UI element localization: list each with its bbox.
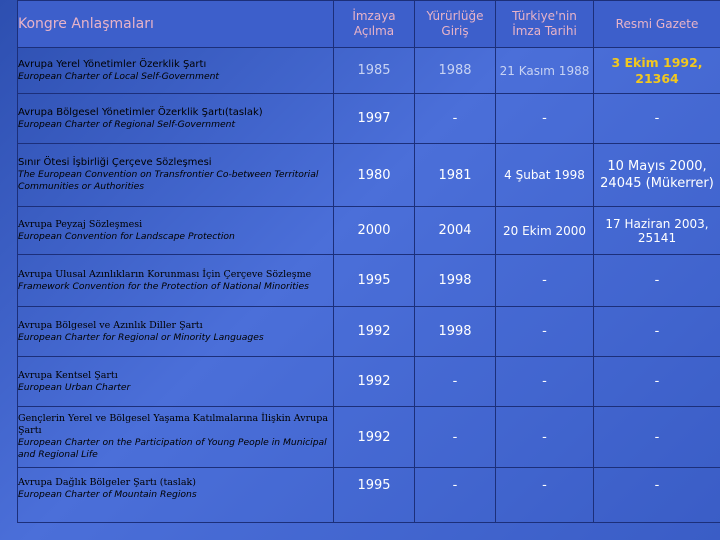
header-official-gazette: Resmi Gazete	[594, 1, 720, 48]
treaty-name-cell	[18, 48, 334, 94]
turkey-signing-date: -	[496, 255, 594, 307]
turkey-signing-date: 20 Ekim 2000	[496, 207, 594, 255]
official-gazette: -	[594, 94, 720, 144]
signing-year: 1997	[334, 94, 415, 144]
treaty-name-tr: Avrupa Ulusal Azınlıkların Korunması İçin Çerçeve Sözleşme	[18, 268, 312, 280]
signing-year: 1992	[334, 357, 415, 407]
turkey-signing-date: 21 Kasım 1988	[496, 48, 594, 94]
official-gazette: -	[594, 468, 720, 523]
turkey-signing-date: -	[496, 357, 594, 407]
treaty-name-tr: Avrupa Dağlık Bölgeler Şartı (taslak)	[18, 477, 196, 488]
official-gazette: -	[594, 407, 720, 468]
table-row	[18, 307, 720, 357]
signing-year: 1995	[334, 255, 415, 307]
header-row	[18, 1, 720, 48]
table-row	[18, 94, 720, 144]
treaty-name-cell	[18, 94, 334, 144]
entry-year: 1998	[415, 307, 496, 357]
entry-year: -	[415, 468, 496, 523]
entry-year: -	[415, 407, 496, 468]
treaty-name-tr: Avrupa Yerel Yönetimler Özerklik Şartı	[18, 58, 207, 70]
table-row	[18, 207, 720, 255]
treaty-name-cell	[18, 307, 334, 357]
turkey-signing-date: -	[496, 94, 594, 144]
treaty-name-tr: Sınır Ötesi İşbirliği Çerçeve Sözleşmesi	[18, 157, 212, 168]
header-treaty-name: Kongre Anlaşmaları	[18, 1, 334, 48]
turkey-signing-date: -	[496, 468, 594, 523]
signing-year: 1995	[334, 468, 415, 523]
table-row	[18, 255, 720, 307]
treaty-name-en: European Charter on the Participation of Young People in Municipal and Regional Life	[18, 437, 327, 460]
treaty-name-cell	[18, 407, 334, 468]
official-gazette: -	[594, 255, 720, 307]
signing-year: 1992	[334, 407, 415, 468]
turkey-signing-date: 4 Şubat 1998	[496, 144, 594, 207]
official-gazette: -	[594, 357, 720, 407]
treaty-name-cell	[18, 357, 334, 407]
entry-year: -	[415, 357, 496, 407]
treaty-name-tr: Avrupa Bölgesel ve Azınlık Diller Şartı	[18, 319, 203, 331]
treaty-name-en: European Charter of Local Self-Government	[18, 70, 220, 82]
official-gazette: 3 Ekim 1992, 21364	[594, 48, 720, 94]
header-turkey-signing: Türkiye'nin İmza Tarihi	[496, 1, 594, 48]
table-row	[18, 144, 720, 207]
treaty-name-en: European Charter for Regional or Minority Languages	[18, 331, 264, 343]
entry-year: 1988	[415, 48, 496, 94]
table-row	[18, 48, 720, 94]
signing-year: 1980	[334, 144, 415, 207]
treaty-name-tr: Avrupa Kentsel Şartı	[18, 369, 118, 381]
treaty-name-en: European Urban Charter	[18, 381, 131, 393]
turkey-signing-date: -	[496, 407, 594, 468]
official-gazette: 17 Haziran 2003, 25141	[594, 207, 720, 255]
treaty-name-cell	[18, 255, 334, 307]
treaty-name-en: European Charter of Mountain Regions	[18, 489, 197, 500]
treaty-name-tr: Avrupa Peyzaj Sözleşmesi	[18, 218, 143, 230]
entry-year: 1981	[415, 144, 496, 207]
header-entry-into-force: Yürürlüğe Giriş	[415, 1, 496, 48]
treaty-name-cell	[18, 468, 334, 523]
entry-year: -	[415, 94, 496, 144]
table-row	[18, 357, 720, 407]
treaties-table	[17, 0, 720, 523]
treaty-name-en: The European Convention on Transfrontier Co-between Territorial Communities or Authorities	[18, 169, 319, 192]
treaty-name-tr: Gençlerin Yerel ve Bölgesel Yaşama Katılmalarına İlişkin Avrupa Şartı	[18, 413, 329, 436]
official-gazette: -	[594, 307, 720, 357]
entry-year: 2004	[415, 207, 496, 255]
treaty-name-cell	[18, 144, 334, 207]
treaty-name-en: Framework Convention for the Protection of National Minorities	[18, 280, 309, 292]
treaty-name-en: European Convention for Landscape Protection	[18, 230, 235, 242]
official-gazette: 10 Mayıs 2000, 24045 (Mükerrer)	[594, 144, 720, 207]
treaty-name-en: European Charter of Regional Self-Government	[18, 118, 236, 130]
table-row	[18, 407, 720, 468]
signing-year: 1992	[334, 307, 415, 357]
turkey-signing-date: -	[496, 307, 594, 357]
signing-year: 1985	[334, 48, 415, 94]
entry-year: 1998	[415, 255, 496, 307]
table-row	[18, 468, 720, 523]
signing-year: 2000	[334, 207, 415, 255]
treaty-name-cell	[18, 207, 334, 255]
treaty-name-tr: Avrupa Bölgesel Yönetimler Özerklik Şartı(taslak)	[18, 106, 263, 118]
header-signing: İmzaya Açılma	[334, 1, 415, 48]
